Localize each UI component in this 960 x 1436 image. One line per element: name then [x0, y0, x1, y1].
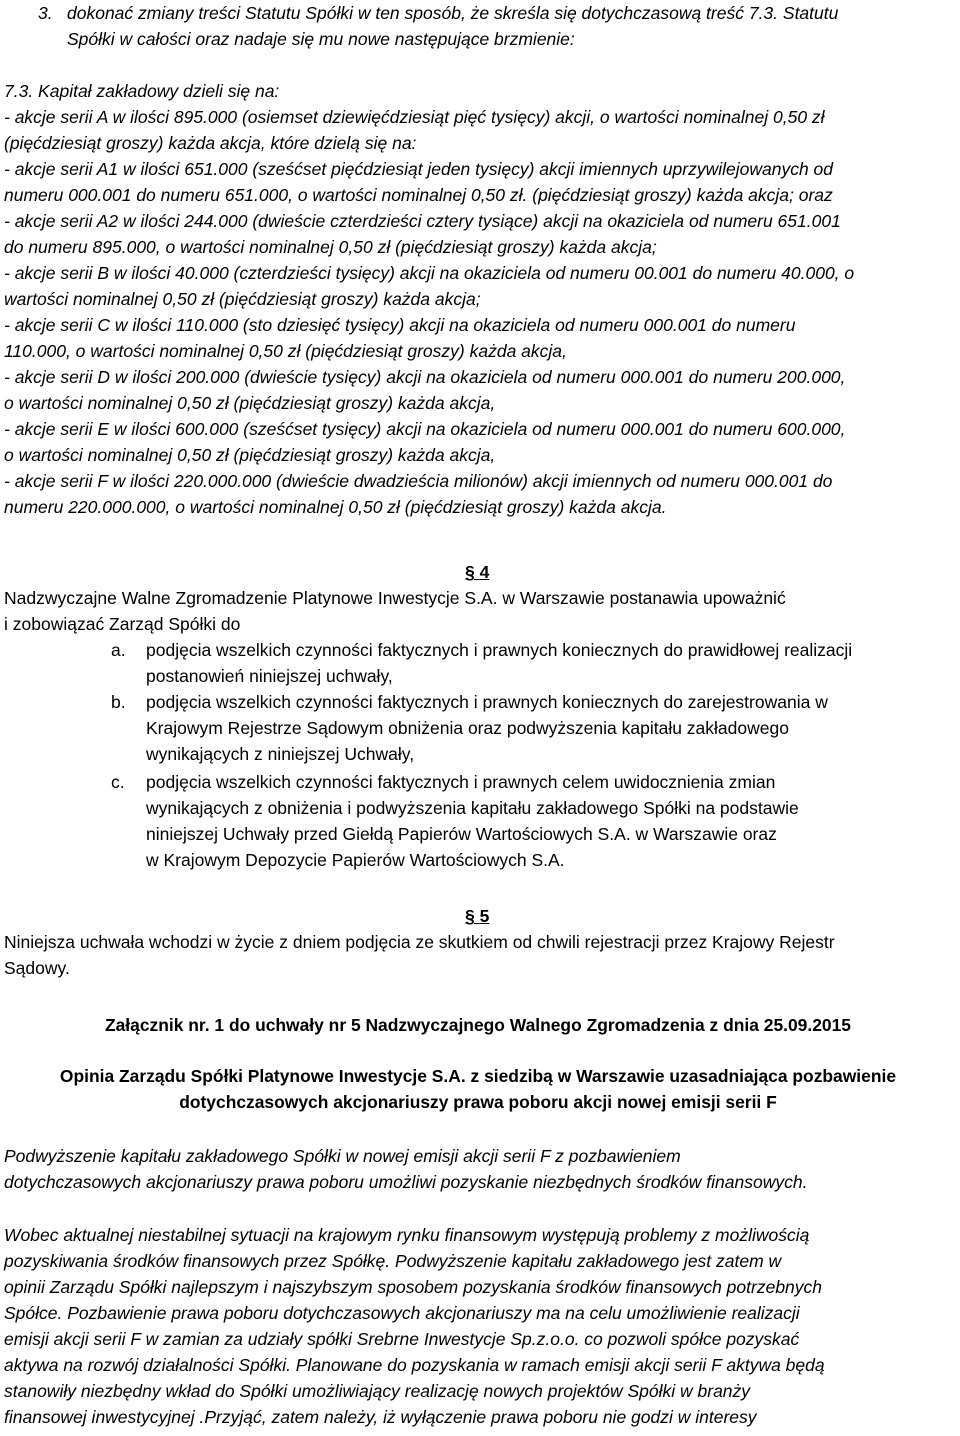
statute-line: (pięćdziesiąt groszy) każda akcja, które dzielą się na:	[4, 133, 417, 153]
item3-number: 3.	[38, 3, 53, 23]
opinion-title-line-1: Opinia Zarządu Spółki Platynowe Inwestycje S.A. z siedzibą w Warszawie uzasadniająca pozbawienie	[59, 1066, 897, 1086]
list-item-line: wynikających z obniżenia i podwyższenia kapitału zakładowego Spółki na podstawie	[146, 798, 799, 818]
section-4-intro-line-1: Nadzwyczajne Walne Zgromadzenie Platynowe Inwestycje S.A. w Warszawie postanawia upoważnić	[4, 588, 786, 608]
statute-line: - akcje serii A2 w ilości 244.000 (dwieście czterdzieści cztery tysiące) akcji na okaziciela od numeru 651.001	[4, 211, 841, 231]
paragraph-2-line: finansowej inwestycyjnej .Przyjąć, zatem należy, iż wyłączenie prawa poboru nie godzi w interesy	[4, 1407, 757, 1427]
statute-line: do numeru 895.000, o wartości nominalnej 0,50 zł (pięćdziesiąt groszy) każda akcja;	[4, 237, 657, 257]
statute-line: o wartości nominalnej 0,50 zł (pięćdziesiąt groszy) każda akcja,	[4, 393, 496, 413]
list-item-line: podjęcia wszelkich czynności faktycznych i prawnych koniecznych do zarejestrowania w	[146, 692, 828, 712]
paragraph-1-line: Podwyższenie kapitału zakładowego Spółki w nowej emisji akcji serii F z pozbawieniem	[4, 1146, 681, 1166]
statute-line: - akcje serii C w ilości 110.000 (sto dziesięć tysięcy) akcji na okaziciela od numeru 000.001 do numeru	[4, 315, 796, 335]
list-item-line: podjęcia wszelkich czynności faktycznych i prawnych koniecznych do prawidłowej realizacji	[146, 640, 853, 660]
statute-line: 7.3. Kapitał zakładowy dzieli się na:	[4, 81, 280, 101]
statute-line: o wartości nominalnej 0,50 zł (pięćdziesiąt groszy) każda akcja,	[4, 445, 496, 465]
list-item-line: podjęcia wszelkich czynności faktycznych i prawnych celem uwidocznienia zmian	[146, 772, 776, 792]
list-item-letter: c.	[111, 772, 125, 792]
section-4-intro-line-2: i zobowiązać Zarząd Spółki do	[4, 614, 241, 634]
list-item-line: wynikających z niniejszej Uchwały,	[146, 744, 415, 764]
section-5-line-1: Niniejsza uchwała wchodzi w życie z dniem podjęcia ze skutkiem od chwili rejestracji przez Krajowy Rejestr	[4, 932, 835, 952]
paragraph-2-line: aktywa na rozwój działalności Spółki. Planowane do pozyskania w ramach emisji akcji serii F aktywa będą	[4, 1355, 825, 1375]
list-item-letter: a.	[111, 640, 126, 660]
section-sign: §	[465, 906, 480, 926]
statute-line: - akcje serii B w ilości 40.000 (czterdzieści tysięcy) akcji na okaziciela od numeru 00.001 do numeru 40.000, o	[4, 263, 855, 283]
paragraph-2-line: emisji akcji serii F w zamian za udziały spółki Srebrne Inwestycje Sp.z.o.o. co pozwoli spółce pozyskać	[4, 1329, 800, 1349]
list-item-line: postanowień niniejszej uchwały,	[146, 666, 393, 686]
statute-line: numeru 000.001 do numeru 651.000, o wartości nominalnej 0,50 zł. (pięćdziesiąt groszy) każda akcja; oraz	[4, 185, 833, 205]
paragraph-1-line: dotychczasowych akcjonariuszy prawa poboru umożliwi pozyskanie niezbędnych środków finansowych.	[4, 1172, 808, 1192]
section-5-line-2: Sądowy.	[4, 958, 70, 978]
paragraph-2-line: Wobec aktualnej niestabilnej sytuacji na krajowym rynku finansowym występują problemy z możliwością	[4, 1225, 810, 1245]
opinion-title-line-2: dotychczasowych akcjonariuszy prawa poboru akcji nowej emisji serii F	[179, 1092, 777, 1112]
list-item-line: w Krajowym Depozycie Papierów Wartościowych S.A.	[146, 850, 565, 870]
section-5-number: 5	[479, 906, 490, 926]
paragraph-2-line: stanowiły niezbędny wkład do Spółki umożliwiający realizację nowych projektów Spółki w branży	[4, 1381, 751, 1401]
statute-line: numeru 220.000.000, o wartości nominalnej 0,50 zł (pięćdziesiąt groszy) każda akcja.	[4, 497, 667, 517]
item3-line-1: dokonać zmiany treści Statutu Spółki w ten sposób, że skreśla się dotychczasową treść 7.3. Statutu	[67, 3, 839, 23]
statute-line: - akcje serii F w ilości 220.000.000 (dwieście dwadzieścia milionów) akcji imiennych od numeru 000.001 do	[4, 471, 833, 491]
list-item-line: niniejszej Uchwały przed Giełdą Papierów Wartościowych S.A. w Warszawie oraz	[146, 824, 777, 844]
section-4-number: 4	[479, 562, 490, 582]
annex-title: Załącznik nr. 1 do uchwały nr 5 Nadzwyczajnego Walnego Zgromadzenia z dnia 25.09.2015	[104, 1015, 851, 1035]
statute-line: 110.000, o wartości nominalnej 0,50 zł (pięćdziesiąt groszy) każda akcja,	[4, 341, 567, 361]
section-5-heading	[465, 903, 489, 929]
statute-line: - akcje serii A w ilości 895.000 (osiemset dziewięćdziesiąt pięć tysięcy) akcji, o wartości nominalnej 0,50 zł	[4, 107, 825, 127]
statute-line: - akcje serii A1 w ilości 651.000 (sześćset pięćdziesiąt jeden tysięcy) akcji imiennych uprzywilejowanych od	[4, 159, 834, 179]
paragraph-2-line: Spółce. Pozbawienie prawa poboru dotychczasowych akcjonariuszy ma na celu umożliwienie realizacji	[4, 1303, 800, 1323]
paragraph-2-line: opinii Zarządu Spółki najlepszym i najszybszym sposobem pozyskania środków finansowych potrzebnych	[4, 1277, 823, 1297]
section-sign: §	[465, 562, 480, 582]
list-item-line: Krajowym Rejestrze Sądowym obniżenia oraz podwyższenia kapitału zakładowego	[146, 718, 789, 738]
statute-line: - akcje serii D w ilości 200.000 (dwieście tysięcy) akcji na okaziciela od numeru 000.001 do numeru 200.000,	[4, 367, 846, 387]
statute-line: - akcje serii E w ilości 600.000 (sześćset tysięcy) akcji na okaziciela od numeru 000.001 do numeru 600.000,	[4, 419, 846, 439]
statute-line: wartości nominalnej 0,50 zł (pięćdziesiąt groszy) każda akcja;	[4, 289, 481, 309]
item3-line-2: Spółki w całości oraz nadaje się mu nowe następujące brzmienie:	[67, 29, 575, 49]
list-item-letter: b.	[111, 692, 126, 712]
paragraph-2-line: pozyskiwania środków finansowych przez Spółkę. Podwyższenie kapitału zakładowego jest zatem w	[4, 1251, 782, 1271]
section-4-heading	[465, 559, 489, 585]
